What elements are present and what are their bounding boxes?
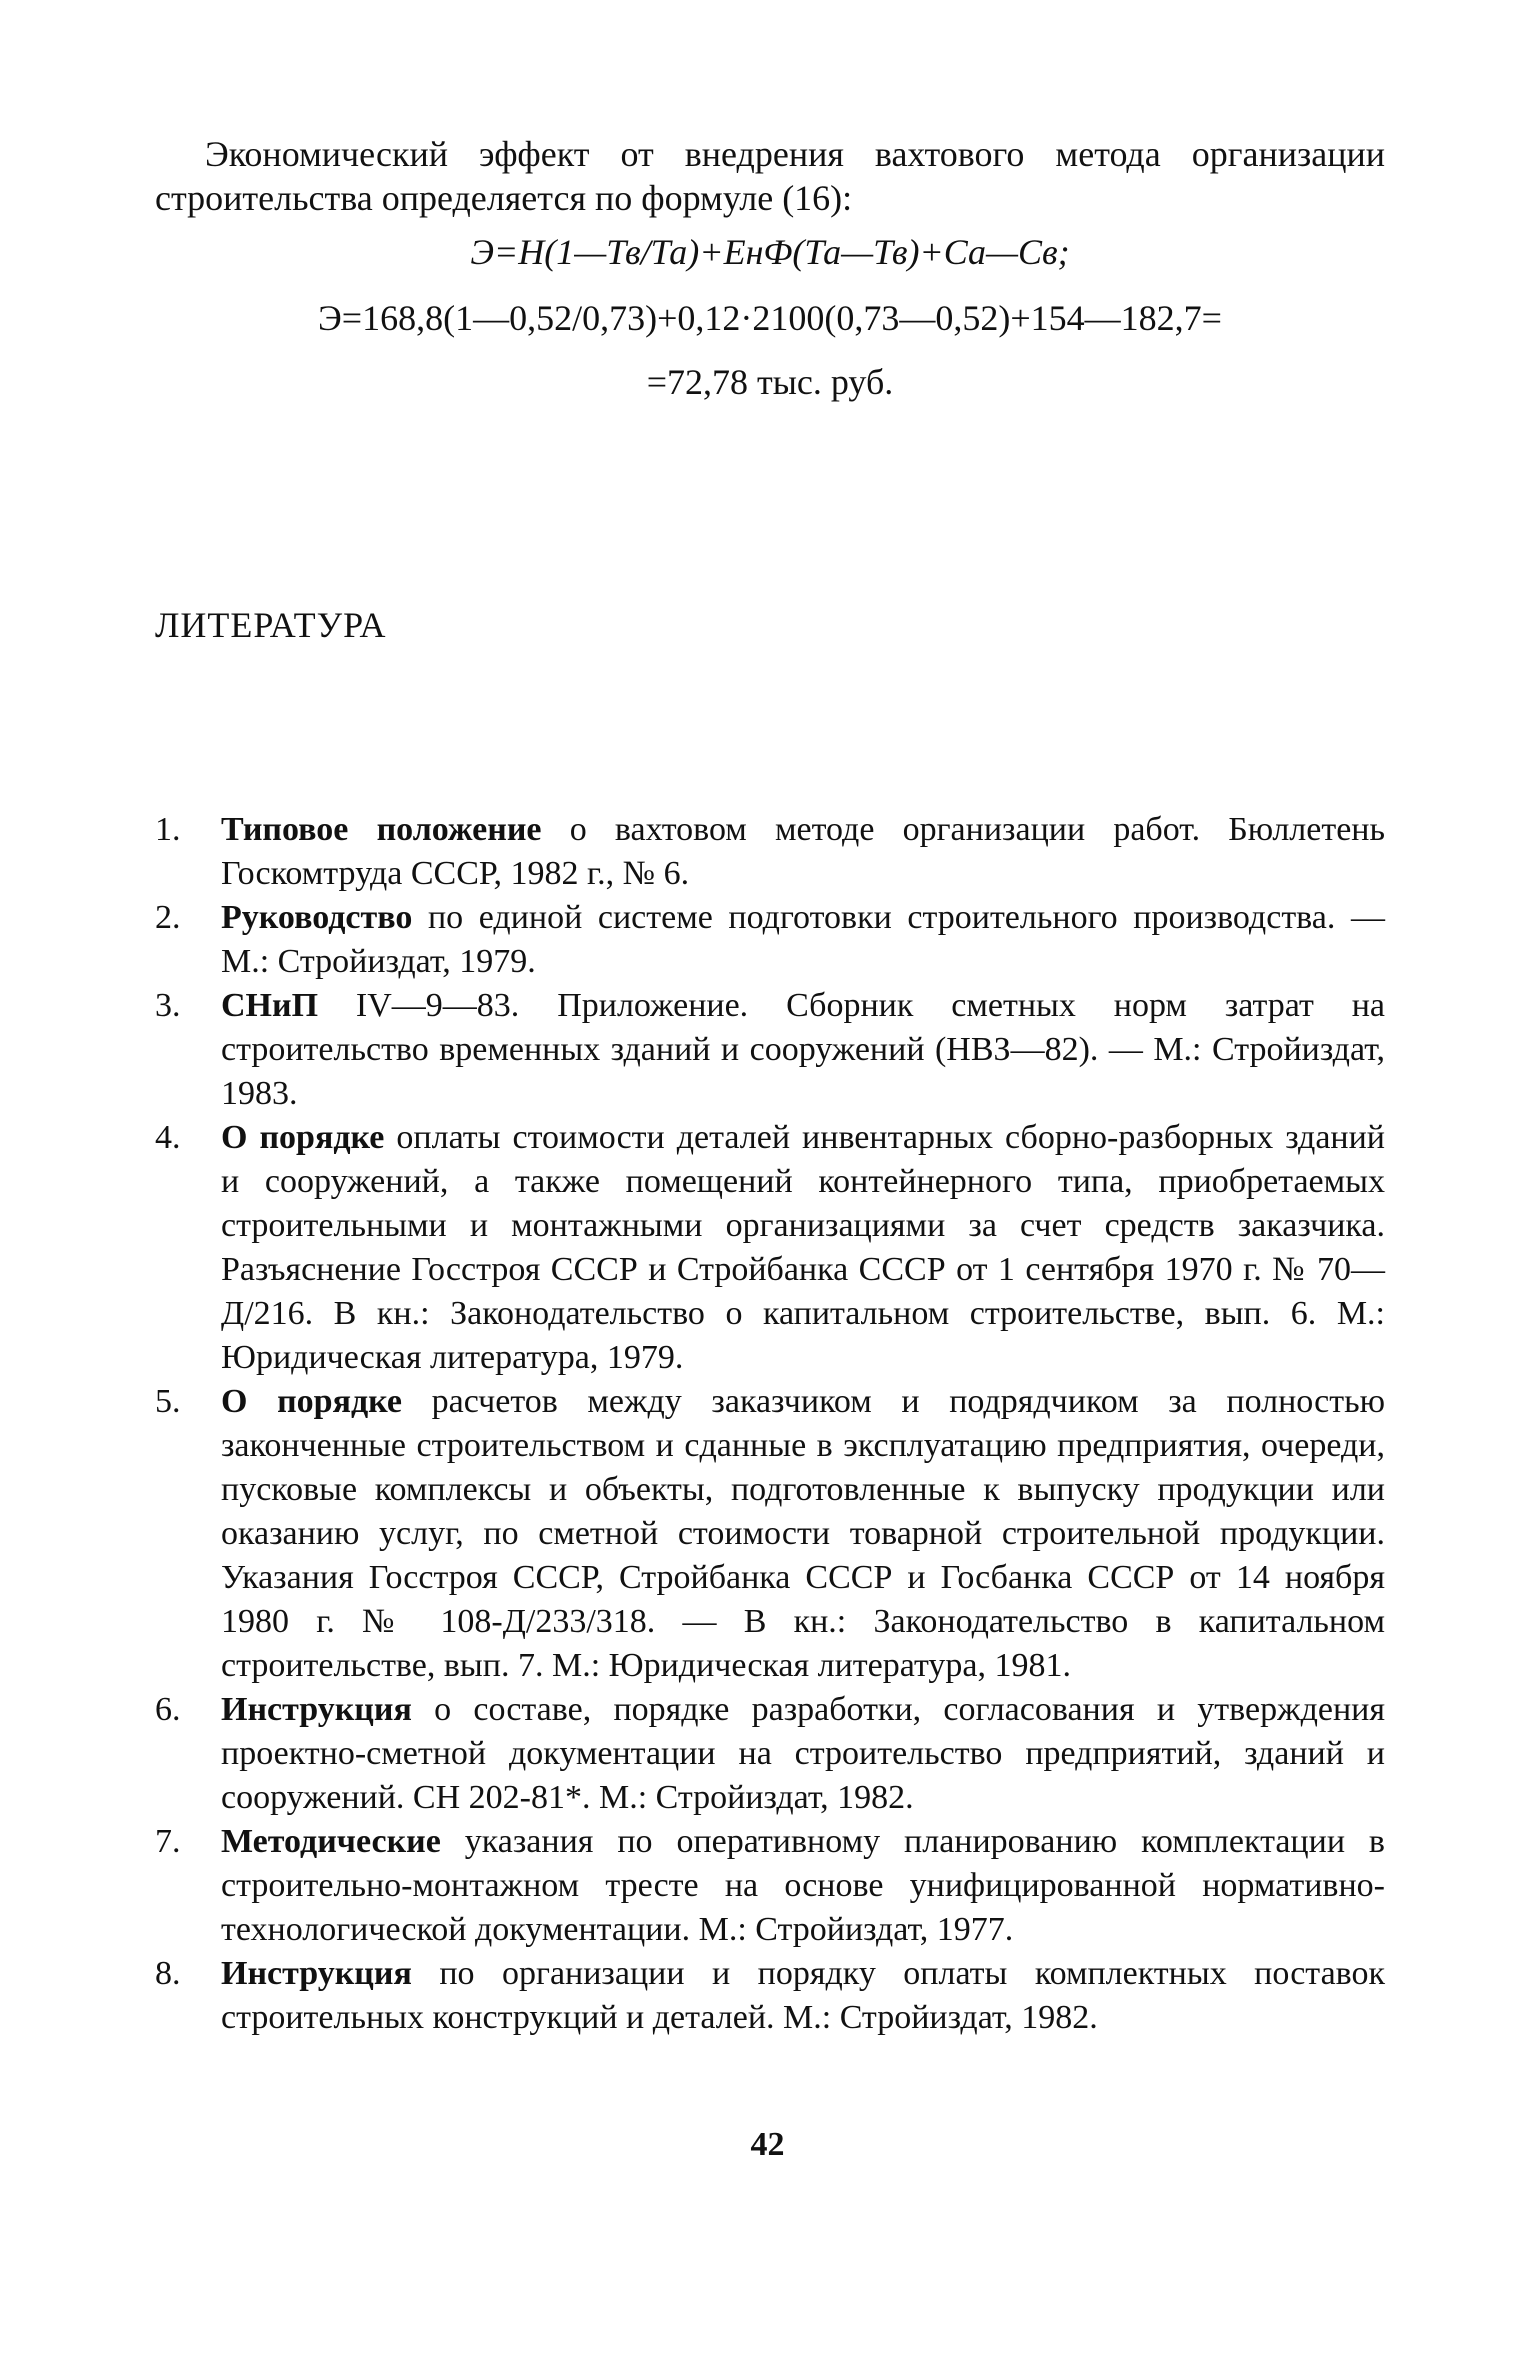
reference-text: о вахтовом методе организации работ. Бюллетень Госкомтруда СССР, 1982 г., № 6. [221,811,1386,892]
formula-general: Э=Н(1—Тв/Та)+ЕнФ(Та—Тв)+Са—Св; [470,232,1070,272]
references-list [155,808,1385,2040]
reference-text: по организации и порядку оплаты комплектных поставок строительных конструкций и деталей. М.: Стройиздат, 1982. [221,1955,1385,2036]
reference-item [155,1688,1385,1820]
reference-lead: Инструкция [221,1955,412,1992]
reference-number: 8. [155,1955,181,1992]
reference-number: 5. [155,1383,181,1420]
reference-lead: Руководство [221,899,413,936]
formula-result: =72,78 тыс. руб. [646,362,894,402]
reference-number: 1. [155,811,181,848]
references-heading: ЛИТЕРАТУРА [155,605,387,645]
reference-text: по единой системе подготовки строительного производства. — М.: Стройиздат, 1979. [221,899,1385,980]
reference-item [155,984,1385,1116]
reference-lead: Типовое положение [221,811,542,848]
reference-item [155,1116,1385,1380]
reference-lead: Методические [221,1823,441,1860]
reference-text: о составе, порядке разработки, согласования и утверждения проектно-сметной документации на строительство предприятий, зданий и сооружений. СН 202-81*. М.: Стройиздат, 1982. [221,1691,1385,1816]
reference-item [155,1820,1385,1952]
reference-text: оплаты стоимости деталей инвентарных сборно-разборных зданий и сооружений, а также помещений контейнерного типа, приобретаемых строительными и монтажными организациями за счет средств заказчика. Разъяснение Госстроя СССР и Стройбанка СССР от 1 сентября 1970 г. № 70—Д/216. В кн.: Законодательство о капитальном строительстве, вып. 6. М.: Юридическая литература, 1979. [221,1119,1386,1376]
reference-number: 3. [155,987,181,1024]
formula-substituted: Э=168,8(1—0,52/0,73)+0,12·2100(0,73—0,52)+154—182,7= [318,298,1222,338]
reference-item [155,896,1385,984]
reference-item [155,808,1385,896]
reference-item [155,1952,1385,2040]
reference-lead: СНиП [221,987,319,1024]
reference-number: 7. [155,1823,181,1860]
reference-lead: О порядке [221,1119,385,1156]
reference-lead: Инструкция [221,1691,412,1728]
reference-lead: О порядке [221,1383,402,1420]
reference-number: 4. [155,1119,181,1156]
reference-text: указания по оперативному планированию комплектации в строительно-монтажном тресте на основе унифицированной нормативно-технологической документации. М.: Стройиздат, 1977. [221,1823,1385,1948]
page-number: 42 [750,2126,785,2163]
intro-paragraph: Экономический эффект от внедрения вахтового метода организации строительства определяется по формуле (16): [155,134,1385,218]
reference-item [155,1380,1385,1688]
reference-number: 6. [155,1691,181,1728]
reference-number: 2. [155,899,181,936]
reference-text: IV—9—83. Приложение. Сборник сметных норм затрат на строительство временных зданий и сооружений (НВЗ—82). — М.: Стройиздат, 1983. [221,987,1385,1112]
reference-text: расчетов между заказчиком и подрядчиком за полностью законченные строительством и сданные в эксплуатацию предприятия, очереди, пусковые комплексы и объекты, подготовленные к выпуску продукции или оказанию услуг, по сметной стоимости товарной строительной продукции. Указания Госстроя СССР, Стройбанка СССР и Госбанка СССР от 14 ноября 1980 г. № 108-Д/233/318. — В кн.: Законодательство в капитальном строительстве, вып. 7. М.: Юридическая литература, 1981. [221,1383,1385,1684]
